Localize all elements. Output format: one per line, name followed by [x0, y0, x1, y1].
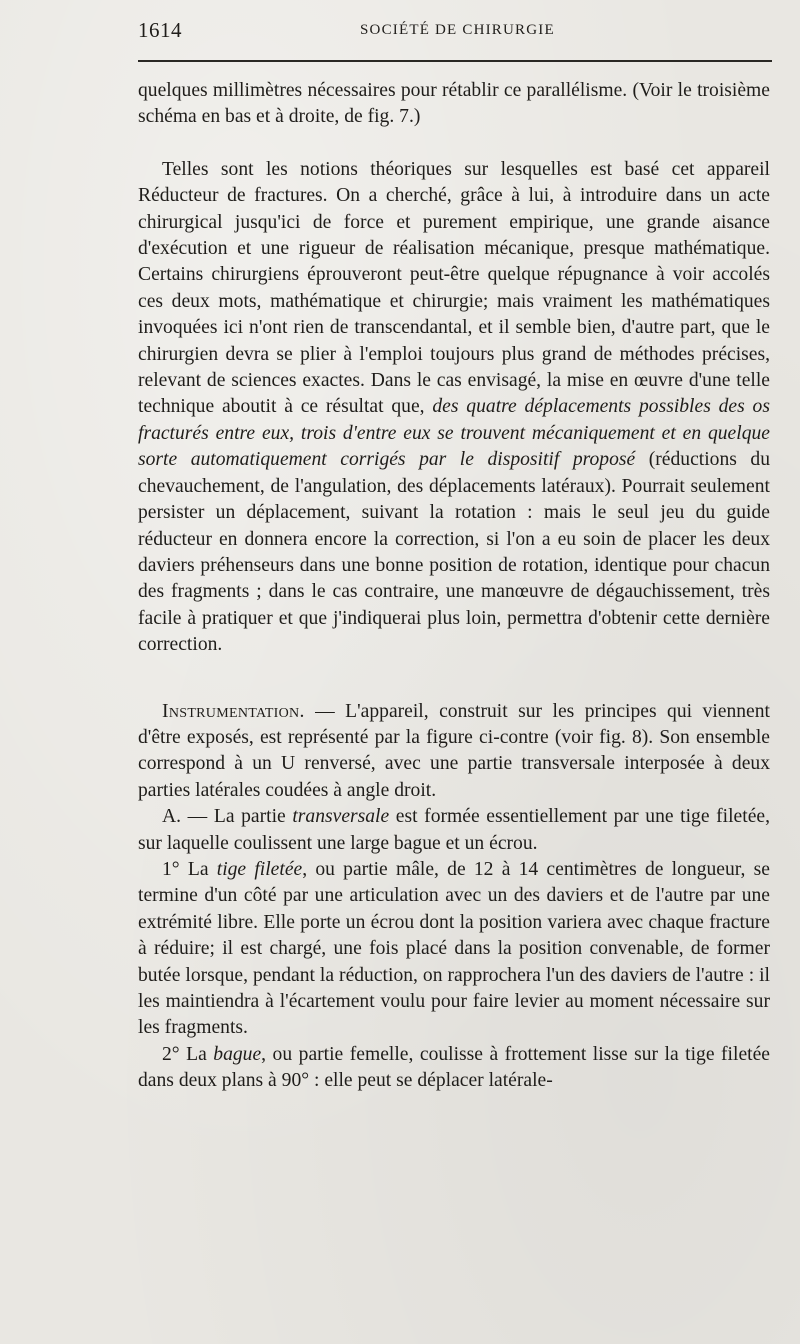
page-number: 1614 — [138, 18, 182, 42]
paragraph-6-text-a: 2° La — [162, 1043, 214, 1065]
paragraph-5 — [138, 857, 770, 1042]
header-rule — [138, 60, 772, 62]
paragraph-6-italic: bague — [213, 1043, 262, 1065]
paragraph-3-text: — L'appareil, construit sur les principes qui viennent d'être exposés, est représenté par la figure ci-contre (voir fig. 8). Son ensemble correspond à un U renversé, avec une partie transversale interposée à deux parties latérales coudées à angle droit. — [138, 700, 770, 801]
paragraph-6 — [138, 1042, 770, 1095]
paragraph-2 — [138, 157, 770, 659]
paragraph-4-text-a: A. — La partie — [162, 806, 293, 828]
paragraph-2-italic: des quatre déplacements possibles des os fracturés entre eux, trois d'entre eux se trouvent mécaniquement et en quelque sorte automatiquement corrigés par le dispositif proposé — [138, 396, 770, 471]
paragraph-2-text-a: Telles sont les notions théoriques sur lesquelles est basé cet appareil Réducteur de fractures. On a cherché, grâce à lui, à introduire dans un acte chirurgical jusqu'ici de force et purement empirique, une grande aisance d'exécution et une rigueur de réalisation mécanique, presque mathématique. Certains chirurgiens éprouveront peut-être quelque répugnance à voir accolés ces deux mots, mathématique et chirurgie; mais vraiment les mathématiques invoquées ici n'ont rien de transcendantal, et il semble bien, d'autre part, que le chirurgien devra se plier à l'emploi toujours plus grand de méthodes précises, relevant de sciences exactes. Dans le cas envisagé, la mise en œuvre d'une telle technique aboutit à ce résultat que, — [138, 158, 770, 418]
section-heading-instrumentation: Instrumentation. — [162, 700, 305, 722]
paragraph-4-text-b: est formée essentiellement par une tige filetée, sur laquelle coulissent une large bague et un écrou. — [138, 806, 770, 854]
paragraph-4-italic: transversale — [292, 806, 390, 828]
running-head: SOCIÉTÉ DE CHIRURGIE — [360, 22, 555, 38]
body-text — [138, 78, 770, 1095]
paragraph-5-italic: tige filetée — [216, 858, 303, 880]
paragraph-5-text-b: , ou partie mâle, de 12 à 14 centimètres de longueur, se termine d'un côté par une articulation avec un des daviers et de l'autre par une extrémité libre. Elle porte un écrou dont la position variera avec chaque fracture à réduire; il est chargé, une fois placé dans la position convenable, de former butée lorsque, pendant la réduction, on rapprochera l'un des daviers de l'autre : il les maintiendra à l'écartement voulu pour faire levier au moment nécessaire sur les fragments. — [138, 858, 770, 1039]
paragraph-4 — [138, 804, 770, 857]
paragraph-5-text-a: 1° La — [162, 858, 217, 880]
paragraph-1-text: quelques millimètres nécessaires pour rétablir ce parallélisme. (Voir le troisième schéma en bas et à droite, de fig. 7.) — [138, 80, 770, 128]
paragraph-2-text-b: (réductions du chevauchement, de l'angulation, des déplacements latéraux). Pourrait seulement persister un déplacement, suivant la rotation : mais le seul jeu du guide réducteur en donnera encore la correction, si l'on a eu soin de placer les deux daviers préhenseurs dans une bonne position de rotation, identique pour chacun des fragments ; dans le cas contraire, une manœuvre de dégauchissement, très facile à pratiquer et que j'indiquerai plus loin, permettra d'obtenir cette dernière correction. — [138, 449, 770, 656]
paragraph-1 — [138, 78, 770, 131]
paragraph-3 — [138, 699, 770, 805]
paragraph-6-text-b: , ou partie femelle, coulisse à frottement lisse sur la tige filetée dans deux plans à 90° : elle peut se déplacer latérale- — [138, 1043, 770, 1092]
page-header — [138, 18, 770, 44]
